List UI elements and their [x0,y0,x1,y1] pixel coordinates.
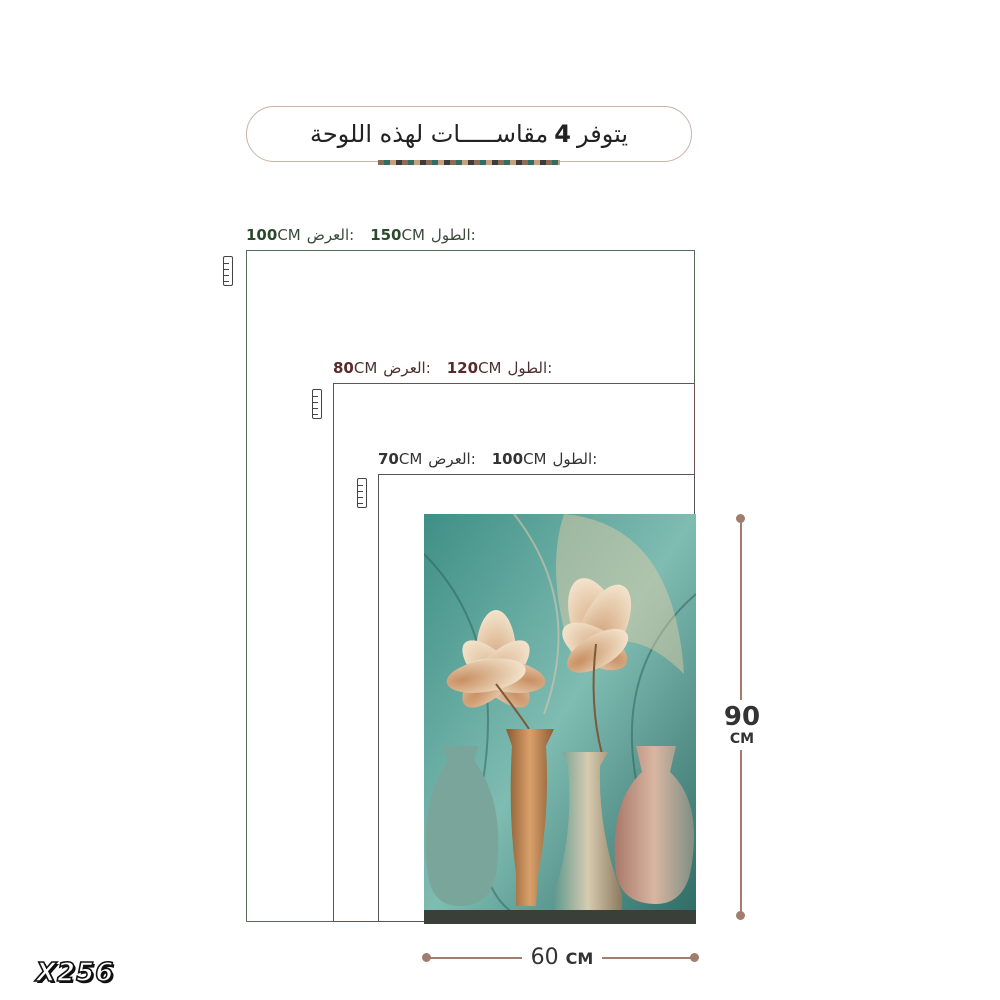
ruler-icon [312,389,322,419]
header-count: 4 [554,120,571,148]
dimension-endpoint [690,953,699,962]
size-length: 120 [446,359,479,377]
width-dimension-label [522,945,602,970]
height-value: 90 [723,702,761,732]
size-label-medium [333,359,552,377]
size-unit: CM [401,226,425,244]
height-dimension-label [722,700,762,750]
size-width: 80 [333,359,354,377]
ruler-icon [223,256,233,286]
size-unit: CM [478,359,502,377]
size-width-label: العرض: [383,359,431,377]
size-length-label: الطول: [552,450,598,468]
size-width: 70 [378,450,399,468]
dimension-endpoint [736,911,745,920]
size-unit: CM [277,226,301,244]
size-label-large [246,226,476,244]
size-width-label: العرض: [306,226,355,244]
size-length-label: الطول: [430,226,476,244]
size-unit: CM [398,450,423,468]
size-length-label: الطول: [507,359,553,377]
sizes-header [246,106,692,162]
size-length: 150 [370,226,402,244]
header-pre: يتوفر [576,120,629,148]
painting-image [424,514,696,924]
size-unit: CM [353,359,378,377]
header-post: مقاســـــات لهذه اللوحة [309,120,549,148]
ruler-icon [357,478,367,508]
dimension-endpoint [422,953,431,962]
width-value: 60 [530,945,559,970]
size-label-small [378,450,597,468]
size-length: 100 [491,450,524,468]
decorative-stripe [378,160,560,165]
size-unit: CM [523,450,547,468]
height-unit: CM [729,731,755,747]
size-width-label: العرض: [428,450,476,468]
product-code: X256 [36,958,115,988]
dimension-endpoint [736,514,745,523]
size-width: 100 [246,226,278,244]
width-unit: CM [565,949,594,968]
